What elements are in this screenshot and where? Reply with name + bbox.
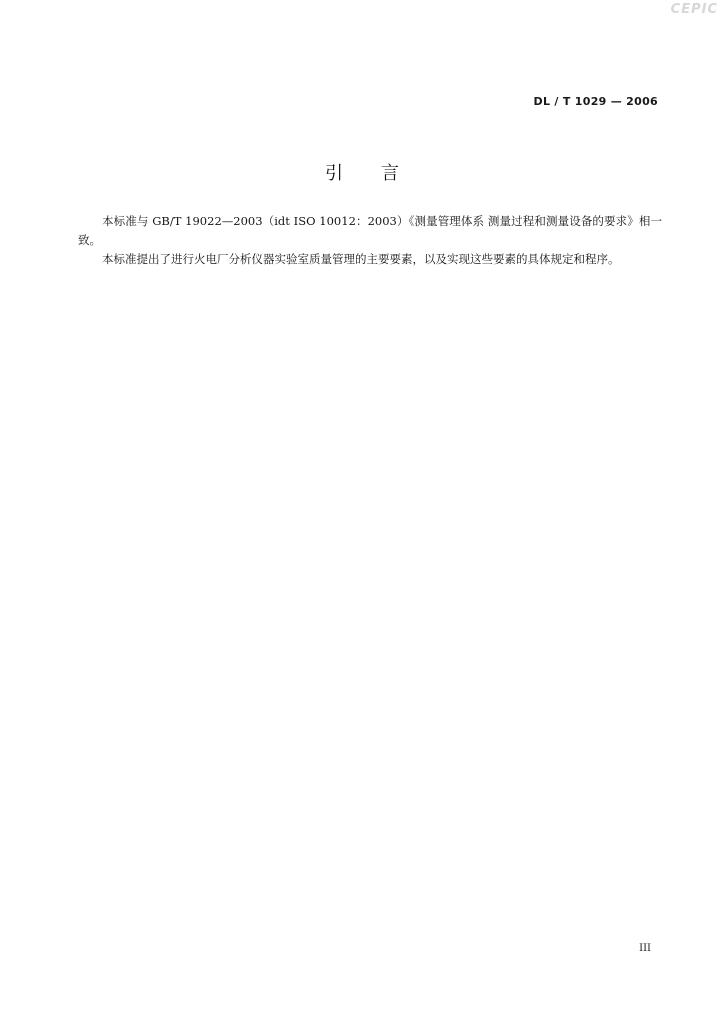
body-text <box>78 212 662 269</box>
cepic-watermark: CEPIC <box>670 2 718 17</box>
paragraph-2: 本标准提出了进行火电厂分析仪器实验室质量管理的主要要素，以及实现这些要素的具体规定和程序。 <box>102 252 620 266</box>
paragraph-1: 本标准与 GB/T 19022—2003（idt ISO 10012：2003）《测量管理体系 测量过程和测量设备的要求》相一致。 <box>78 214 662 247</box>
page-title: 引言 <box>325 163 437 184</box>
document-code: DL / T 1029 — 2006 <box>533 95 658 108</box>
page-number: III <box>639 943 651 954</box>
